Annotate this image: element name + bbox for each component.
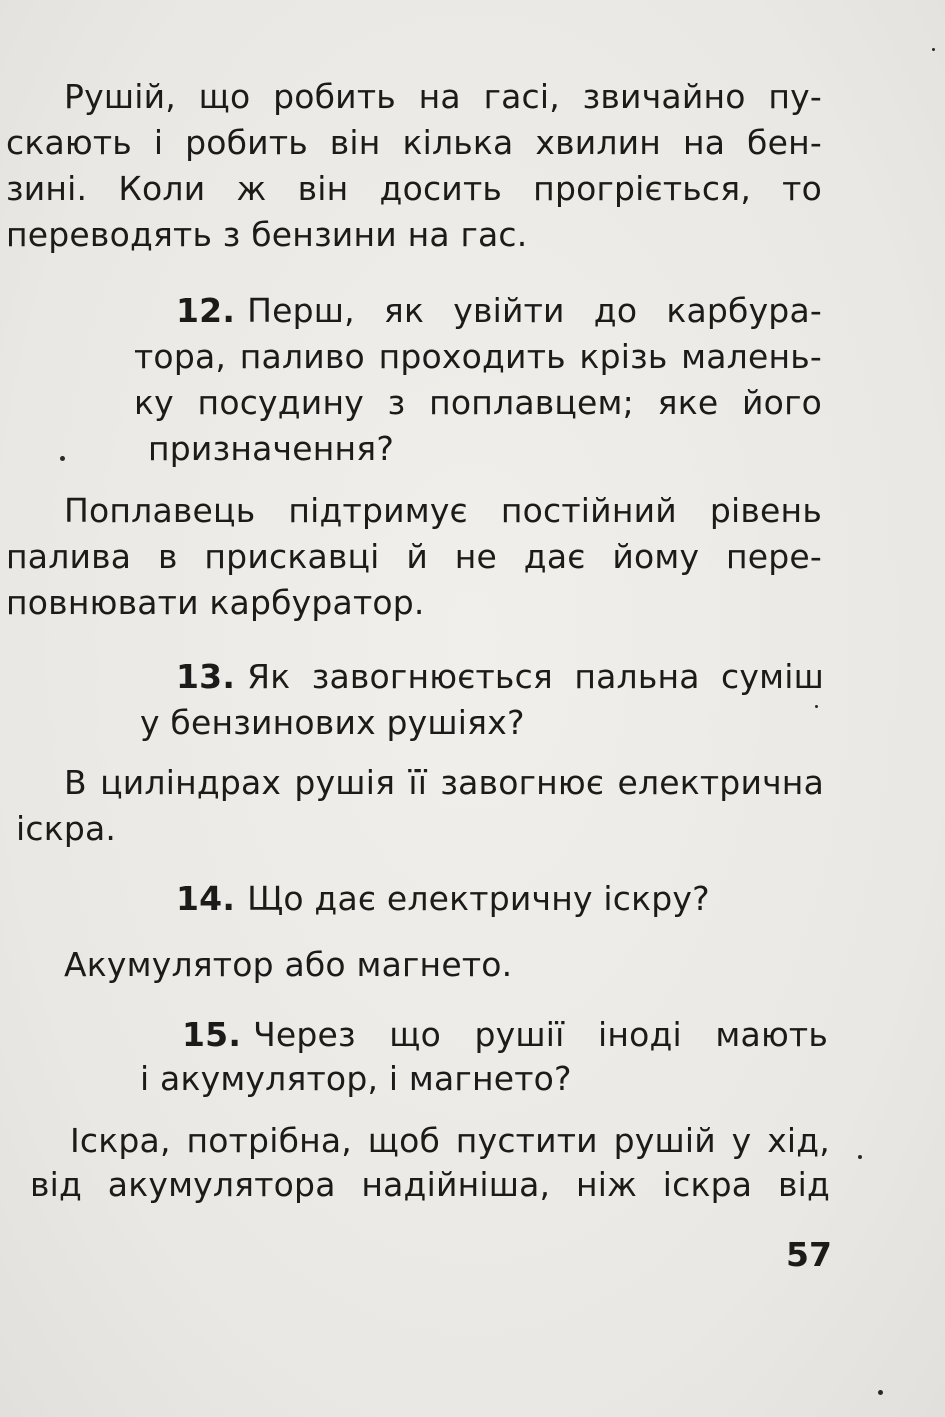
intro-line-2: скають і робить він кілька хвилин на бен- <box>6 123 822 162</box>
question-15-number: 15. <box>182 1015 242 1054</box>
answer-12-line-3: повнювати карбуратор. <box>6 583 425 622</box>
question-12-line-3: ку посудину з поплавцем; яке його <box>134 383 822 422</box>
question-12-text: Перш, як увійти до карбура- <box>247 291 822 330</box>
answer-13-line-1: В циліндрах рушія її завогнює електрична <box>64 763 824 802</box>
intro-line-3: зині. Коли ж він досить прогріється, то <box>6 169 822 208</box>
question-15-first-line <box>182 1012 828 1058</box>
intro-line-1: Рушій, що робить на гасі, звичайно пу- <box>64 77 822 116</box>
intro-line-4: переводять з бензини на гас. <box>6 215 528 254</box>
scan-speck <box>878 1390 883 1395</box>
question-13-number: 13. <box>176 657 236 696</box>
question-15-line-2: і акумулятор, і магнето? <box>140 1059 572 1098</box>
scan-speck <box>60 456 65 461</box>
answer-15-line-2: від акумулятора надійніша, ніж іскра від <box>30 1165 830 1204</box>
page-number: 57 <box>786 1235 832 1274</box>
scan-speck <box>858 1155 862 1159</box>
question-13-first-line <box>176 654 824 700</box>
question-14-text: Що дає електричну іскру? <box>247 879 710 918</box>
answer-13-line-2: іскра. <box>16 809 117 848</box>
question-13-line-2: у бензинових рушіях? <box>140 703 525 742</box>
question-12-line-4: призначення? <box>148 429 395 468</box>
answer-12-line-1: Поплавець підтримує постійний рівень <box>64 491 822 530</box>
question-12-number: 12. <box>176 291 236 330</box>
question-12-first-line <box>176 288 822 334</box>
question-13-text: Як завогнюється пальна суміш <box>247 657 824 696</box>
answer-15-line-1: Іскра, потрібна, щоб пустити рушій у хід, <box>70 1121 830 1160</box>
question-14-line <box>176 876 710 922</box>
answer-12-line-2: палива в прискавці й не дає йому пере- <box>6 537 822 576</box>
question-12-line-2: тора, паливо проходить крізь малень- <box>134 337 822 376</box>
question-15-text: Через що рушії іноді мають <box>253 1015 828 1054</box>
question-14-number: 14. <box>176 879 236 918</box>
answer-14-line-1: Акумулятор або магнето. <box>64 945 513 984</box>
scan-speck <box>932 48 935 51</box>
scan-speck <box>815 705 818 708</box>
